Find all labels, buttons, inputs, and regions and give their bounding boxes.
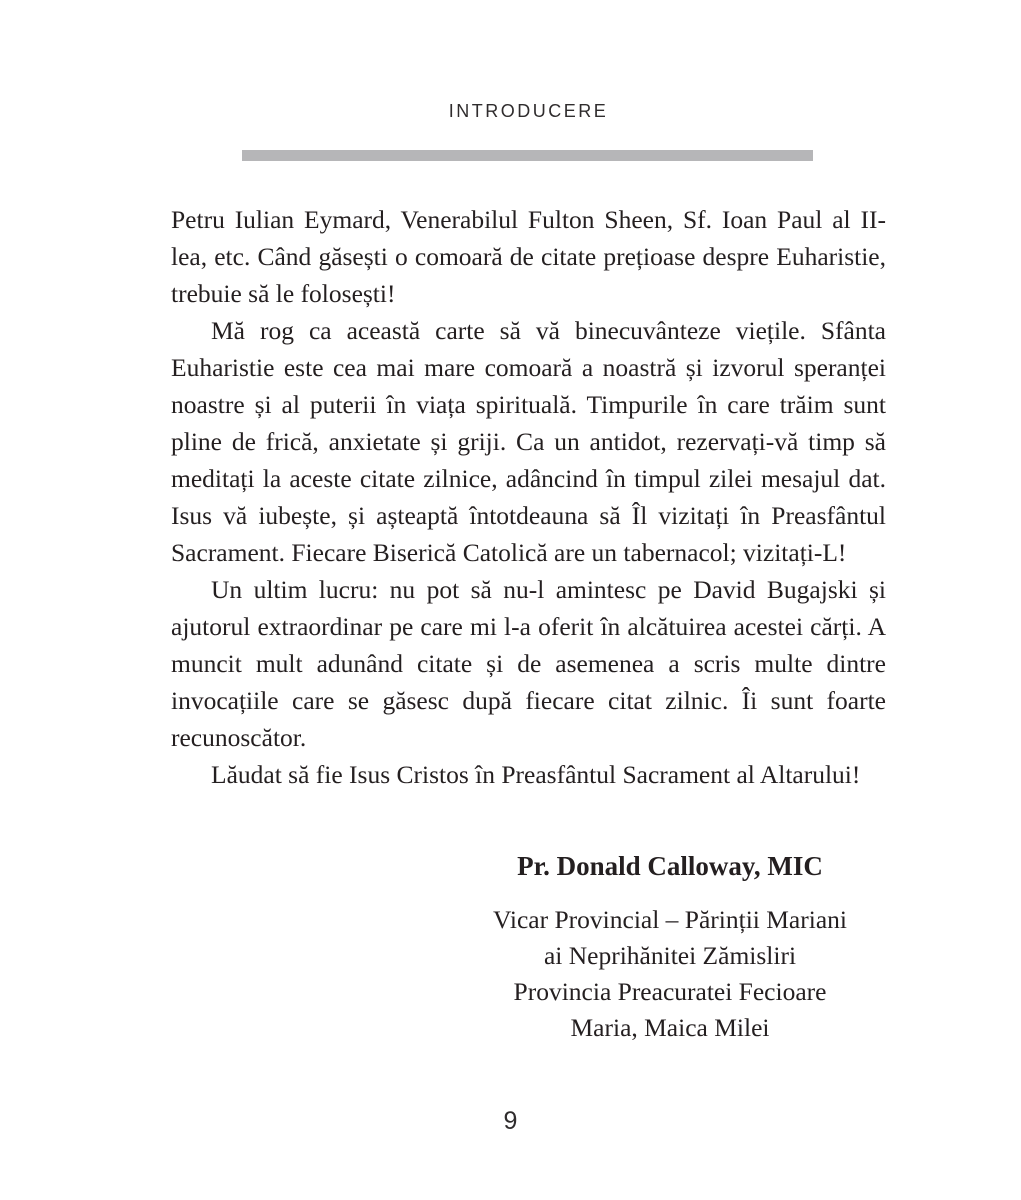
- paragraph: Petru Iulian Eymard, Venerabilul Fulton Sheen, Sf. Ioan Paul al II-lea, etc. Când găsești o comoară de citate prețioase despre Euharistie, trebuie să le folosești!: [171, 205, 886, 308]
- signature-lines: [452, 902, 888, 1046]
- section-rule: [242, 150, 813, 161]
- signature-line: Provincia Preacuratei Fecioare: [513, 977, 827, 1006]
- page-header: INTRODUCERE: [448, 101, 609, 121]
- paragraph: Mă rog ca această carte să vă binecuvânteze viețile. Sfânta Euharistie este cea mai mare comoară a noastră și izvorul speranței noastre și al puterii în viața spirituală. Timpurile în care trăim sunt pline de frică, anxietate și griji. Ca un antidot, rezervați-vă timp să meditați la aceste citate zilnice, adâncind în timpul zilei mesajul dat. Isus vă iubește, și așteaptă întotdeauna să Îl vizitați în Preasfântul Sacrament. Fiecare Biserică Catolică are un tabernacol; vizitați-L!: [171, 316, 886, 567]
- signature-line: Maria, Maica Milei: [570, 1013, 770, 1042]
- signature-line: ai Neprihănitei Zămisliri: [543, 941, 797, 970]
- signature-block: [452, 848, 888, 1046]
- signature-line: Vicar Provincial – Părinții Mariani: [493, 905, 847, 934]
- paragraph: Un ultim lucru: nu pot să nu-l amintesc pe David Bugajski și ajutorul extraordinar pe care mi l-a oferit în alcătuirea acestei cărți. A muncit mult adunând citate și de asemenea a scris multe dintre invocațiile care se găsesc după fiecare citat zilnic. Îi sunt foarte recunoscător.: [171, 575, 886, 752]
- paragraph: Lăudat să fie Isus Cristos în Preasfântul Sacrament al Altarului!: [211, 760, 861, 789]
- page-number: 9: [503, 1107, 518, 1135]
- body-text: [171, 201, 886, 793]
- signature-name: Pr. Donald Calloway, MIC: [517, 851, 823, 881]
